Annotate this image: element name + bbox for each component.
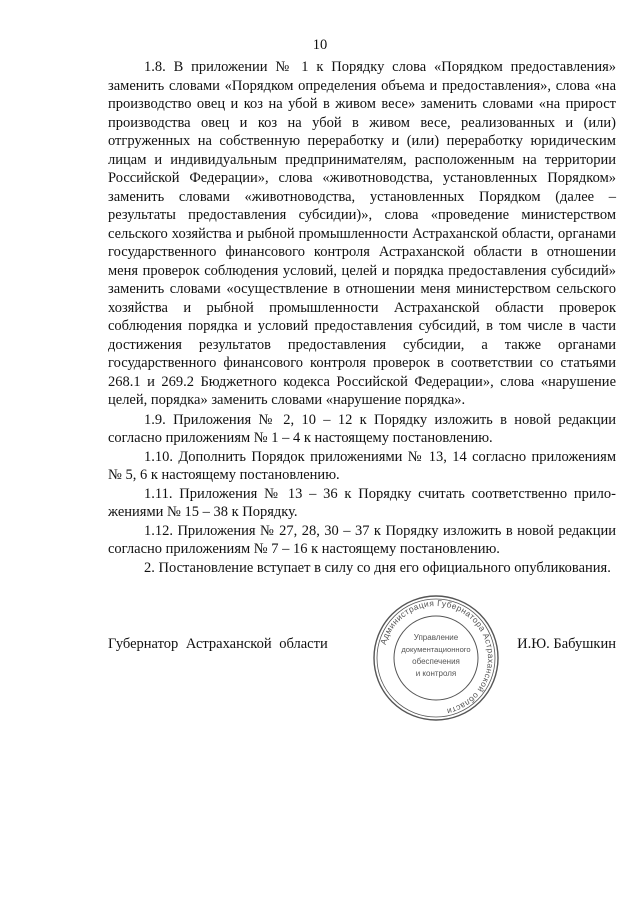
signatory-title: Губернатор Астраханской области bbox=[108, 636, 328, 652]
paragraph-1-11: 1.11. Приложения № 13 – 36 к Порядку считать соответственно приложениями № 15 – 38 к Порядку. bbox=[108, 485, 616, 520]
signature-block bbox=[108, 636, 616, 658]
page-number: 10 bbox=[312, 37, 328, 53]
stamp-center-line-1: Управление bbox=[413, 633, 459, 642]
document-body bbox=[108, 58, 616, 577]
stamp-center-line-4: и контроля bbox=[415, 669, 457, 678]
signatory-name: И.Ю. Бабушкин bbox=[517, 636, 616, 652]
official-stamp bbox=[372, 594, 500, 722]
paragraph-1-8: 1.8. В приложении № 1 к Порядку слова «Порядком предоставления» заменить словами «Порядком определения объема и предоставления», слова «на производство овец и коз на убой в живом весе» заменить словами «на прирост производства овец и коз на убой в живом весе, реализованных и (или) отгруженных на собственную переработку и (или) переработку юридическим лицам и индивидуальным предпринимателям, расположенным на территории Российской Федерации», слова «животноводства, установленных Порядком» заменить словами «животноводства, установленных Порядком (далее – результаты предоставления субсидии)», слова «проведение министерством сельского хозяйства и рыбной промышленности Астраханской области, органами государственного финансового контроля Астраханской области в отношении меня проверок соблюдения условий, целей и порядка предоставления субсидий» заменить словами «осуществление в отношении меня министерством сельского хозяйства и рыбной промышленности Астраханской области проверок соблюдения порядка и условий предоставления субсидий, в том числе в части достижения результатов предоставления субсидии, а также органами государственного финансового контроля проверок в соответствии со статьями 268.1 и 269.2 Бюджетного кодекса Российской Федерации», слова «нарушение целей, порядка» заменить словами «нарушение порядка». bbox=[108, 59, 616, 408]
stamp-center-line-3: обеспечения bbox=[412, 657, 460, 666]
paragraph-2: 2. Постановление вступает в силу со дня его официального опубликования. bbox=[144, 559, 611, 576]
stamp-seal-graphic bbox=[372, 594, 500, 722]
paragraph-1-9: 1.9. Приложения № 2, 10 – 12 к Порядку изложить в новой редакции согласно приложениям № 1 – 4 к настоящему постановлению. bbox=[108, 411, 616, 446]
paragraph-1-12: 1.12. Приложения № 27, 28, 30 – 37 к Порядку изложить в новой редакции согласно приложениям № 7 – 16 к настоящему постановлению. bbox=[108, 522, 616, 557]
stamp-center-line-2: документационного bbox=[401, 645, 471, 654]
stamp-ring-text: Администрация Губернатора Астраханской области bbox=[377, 597, 497, 717]
paragraph-1-10: 1.10. Дополнить Порядок приложениями № 13, 14 согласно приложениям № 5, 6 к настоящему постановлению. bbox=[108, 448, 616, 483]
